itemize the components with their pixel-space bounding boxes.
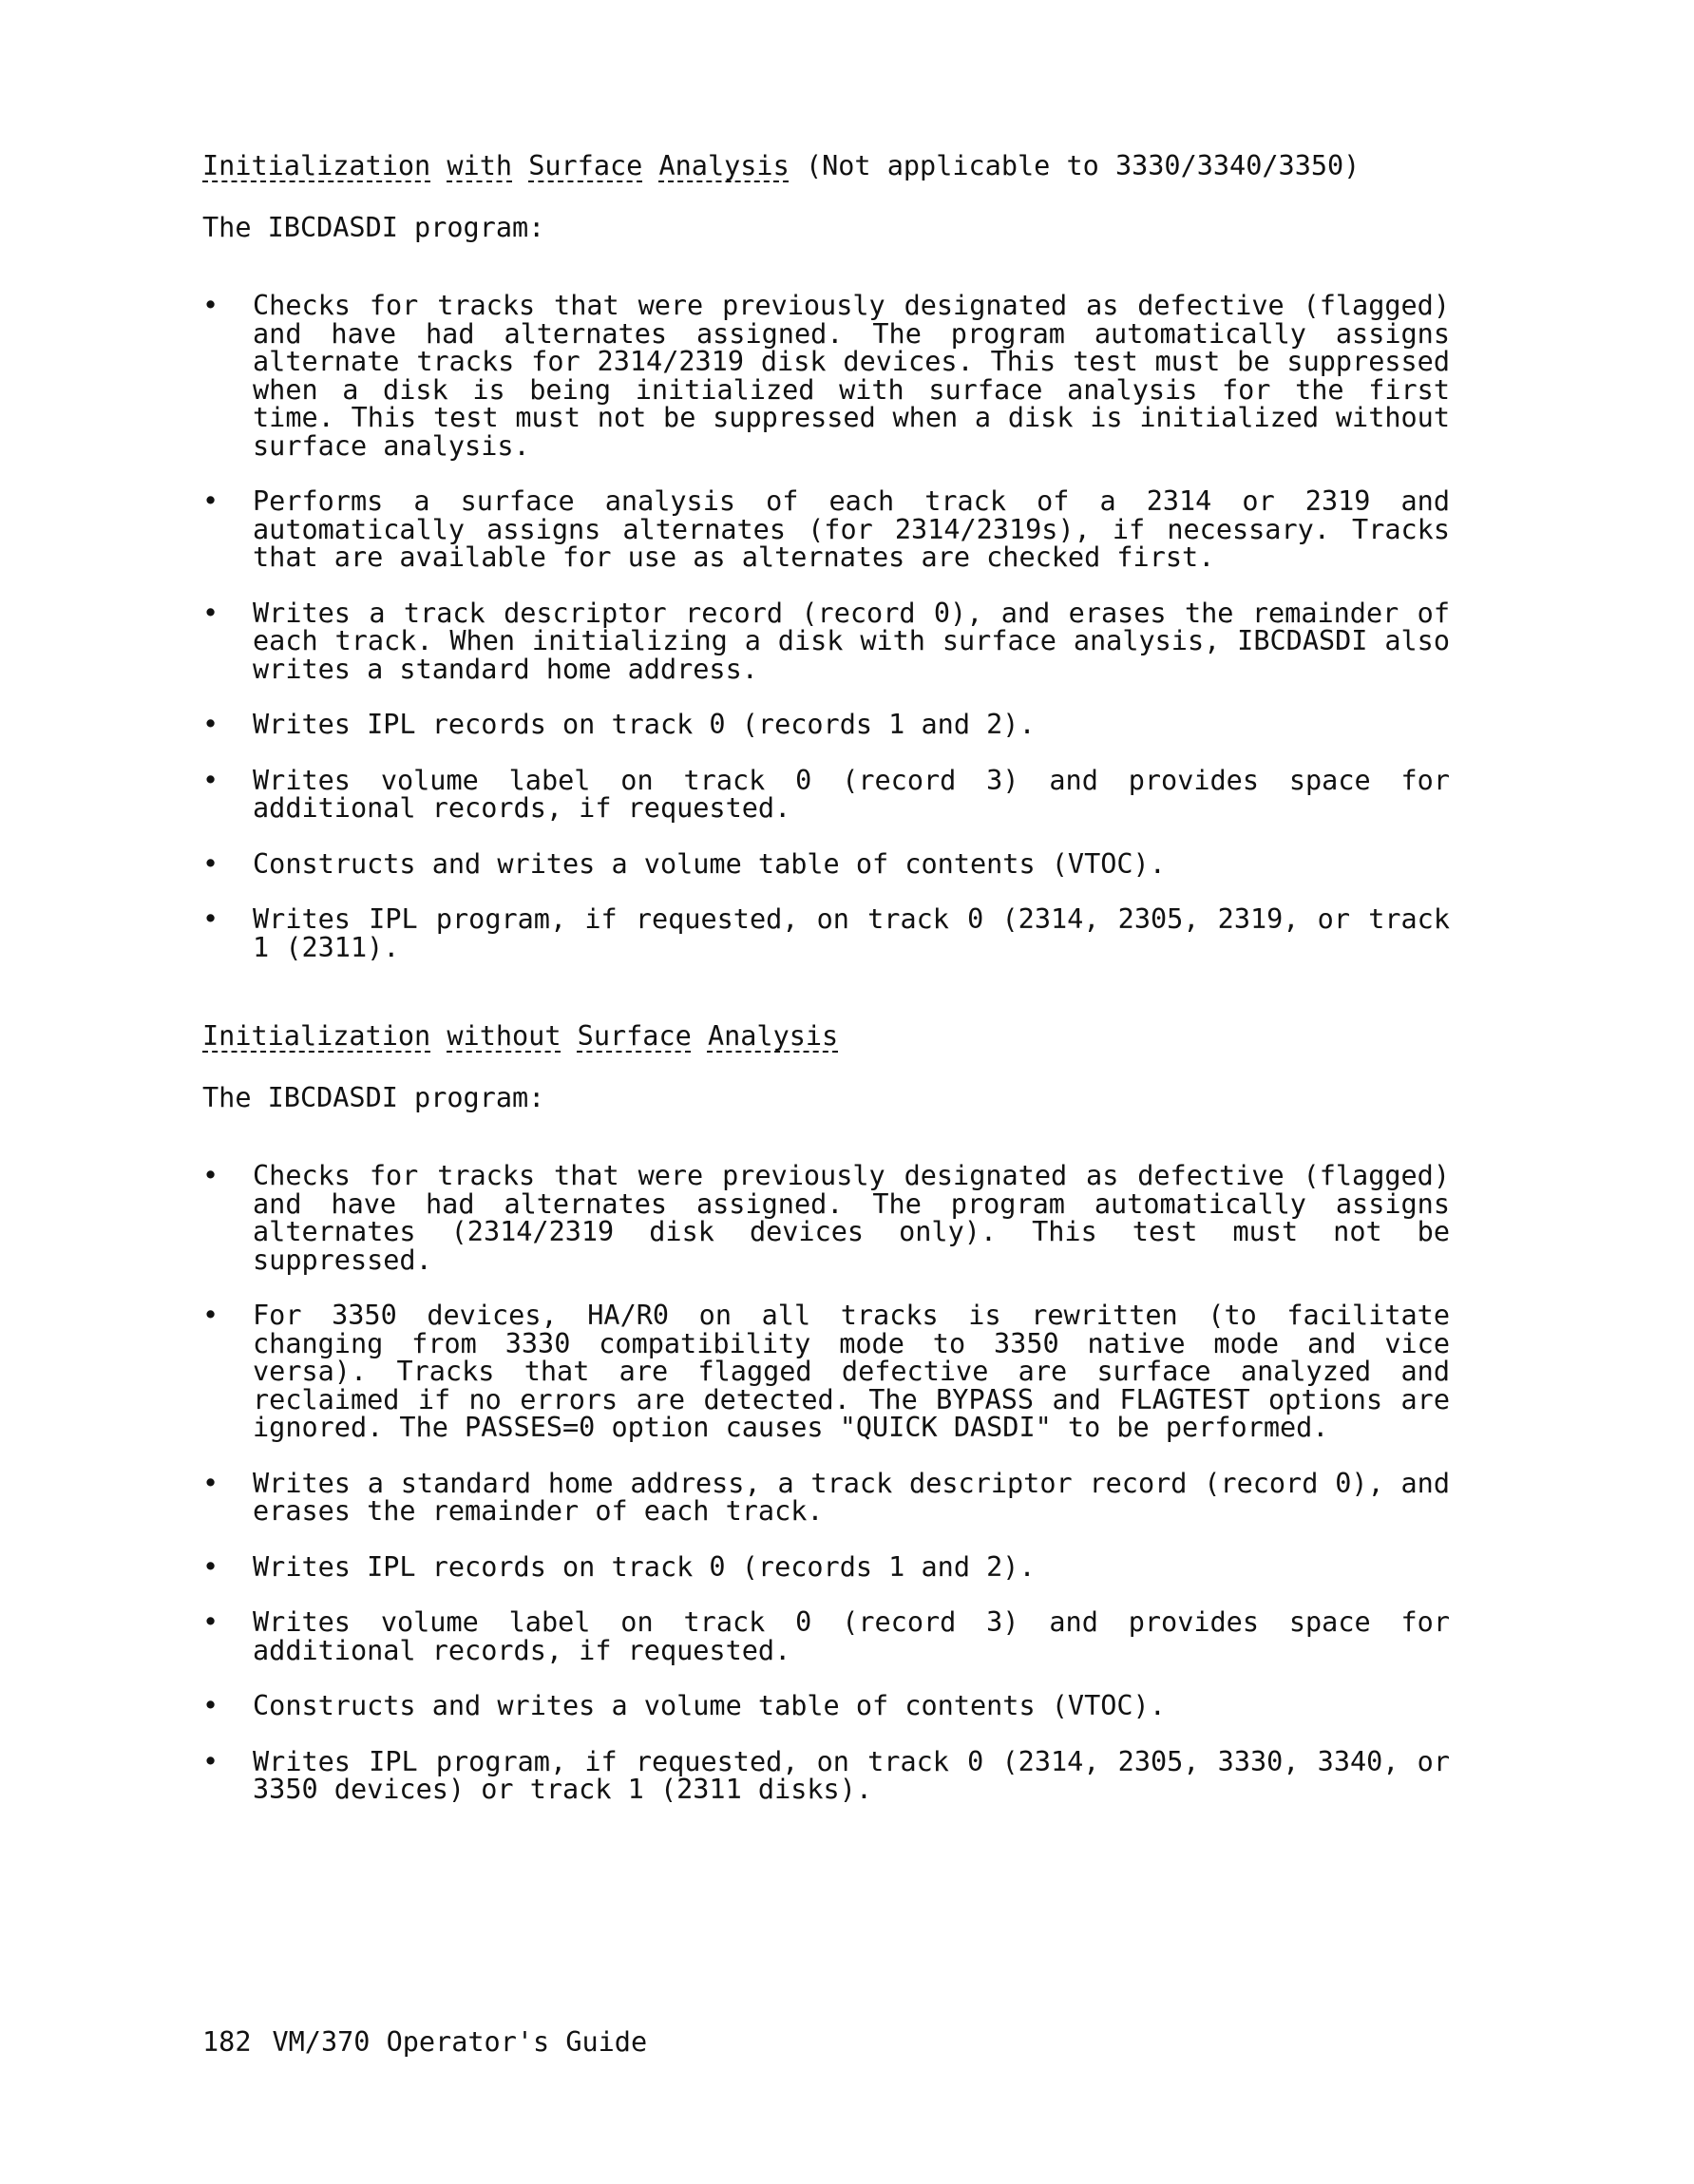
section-without-surface-analysis bbox=[202, 1020, 1450, 1805]
list-item: • Constructs and writes a volume table of contents (VTOC). bbox=[202, 850, 1450, 879]
heading-word: Surface bbox=[577, 1020, 692, 1052]
list-item: • Constructs and writes a volume table of contents (VTOC). bbox=[202, 1692, 1450, 1720]
heading-word: Initialization bbox=[202, 150, 431, 181]
list-item: • Writes volume label on track 0 (record 3) and provides space for additional records, if requested. bbox=[202, 767, 1450, 823]
bullet-list bbox=[202, 1160, 1450, 1805]
list-item: • Writes IPL records on track 0 (records 1 and 2). bbox=[202, 711, 1450, 739]
heading-note: (Not applicable to 3330/3340/3350) bbox=[805, 150, 1361, 181]
heading-word: with bbox=[447, 150, 513, 181]
list-item: • Writes volume label on track 0 (record 3) and provides space for additional records, if requested. bbox=[202, 1608, 1450, 1664]
list-item: • Writes IPL program, if requested, on track 0 (2314, 2305, 3330, 3340, or 3350 devices) or track 1 (2311 disks). bbox=[202, 1748, 1450, 1804]
list-item: • For 3350 devices, HA/R0 on all tracks is rewritten (to facilitate changing from 3330 compatibility mode to 3350 native mode and vice versa). Tracks that are flagged defective are surface analyzed and reclaimed if no errors are detected. The BYPASS and FLAGTEST options are ignored. The PASSES=0 option causes "QUICK DASDI" to be performed. bbox=[202, 1301, 1450, 1442]
list-item: • Checks for tracks that were previously designated as defective (flagged) and have had alternates assigned. The program automatically assigns alternate tracks for 2314/2319 disk devices. This test must be suppressed when a disk is being initialized with surface analysis for the first time. This test must not be suppressed when a disk is initialized without surface analysis. bbox=[202, 292, 1450, 460]
list-item: • Writes a track descriptor record (record 0), and erases the remainder of each track. When initializing a disk with surface analysis, IBCDASDI also writes a standard home address. bbox=[202, 599, 1450, 684]
list-item: • Writes a standard home address, a track descriptor record (record 0), and erases the remainder of each track. bbox=[202, 1470, 1450, 1526]
heading-word: Analysis bbox=[658, 150, 790, 181]
list-item: • Checks for tracks that were previously designated as defective (flagged) and have had alternates assigned. The program automatically assigns alternates (2314/2319 disk devices only). This test must not be suppressed. bbox=[202, 1162, 1450, 1274]
section-with-surface-analysis bbox=[202, 150, 1450, 963]
page-number: 182 bbox=[202, 2026, 252, 2058]
list-item: • Writes IPL records on track 0 (records 1 and 2). bbox=[202, 1553, 1450, 1582]
heading-word: Analysis bbox=[707, 1020, 839, 1052]
heading-word: Surface bbox=[528, 150, 643, 181]
heading-word: Initialization bbox=[202, 1020, 431, 1052]
section-heading bbox=[202, 152, 1437, 180]
page-footer bbox=[202, 2026, 647, 2058]
heading-word: without bbox=[447, 1020, 561, 1052]
bullet-list bbox=[202, 290, 1450, 963]
document-page bbox=[202, 150, 1450, 1832]
list-item: • Writes IPL program, if requested, on track 0 (2314, 2305, 2319, or track 1 (2311). bbox=[202, 905, 1450, 961]
list-item: • Performs a surface analysis of each track of a 2314 or 2319 and automatically assigns alternates (for 2314/2319s), if necessary. Tracks that are available for use as alternates are checked first. bbox=[202, 487, 1450, 572]
footer-title: VM/370 Operator's Guide bbox=[272, 2026, 648, 2058]
section-heading bbox=[202, 1022, 1437, 1051]
section-intro: The IBCDASDI program: bbox=[202, 211, 545, 243]
section-intro: The IBCDASDI program: bbox=[202, 1081, 545, 1113]
